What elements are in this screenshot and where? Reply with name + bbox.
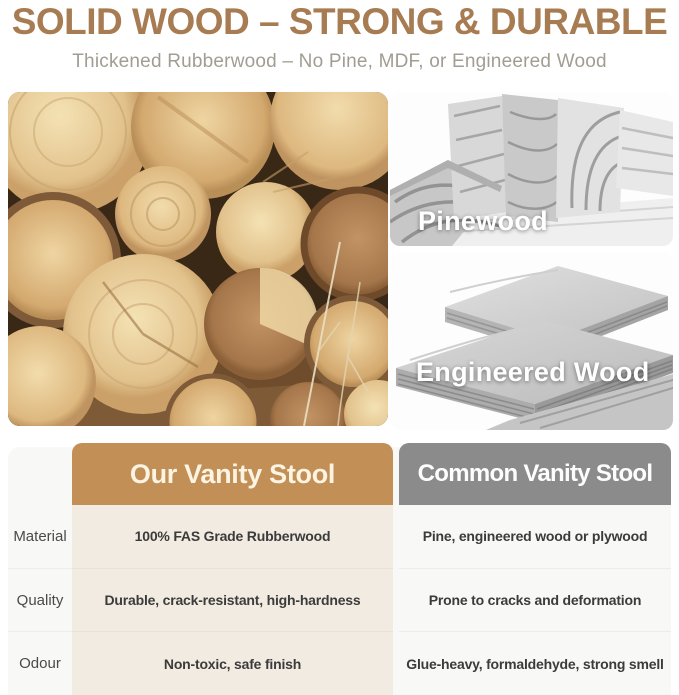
- common-material-cell: Pine, engineered wood or plywood: [422, 528, 648, 545]
- common-odour-cell: Glue-heavy, formaldehyde, strong smell: [399, 631, 671, 695]
- row-label-material: Material: [13, 527, 67, 545]
- our-material-cell: 100% FAS Grade Rubberwood: [134, 528, 331, 545]
- our-column-header: Our Vanity Stool: [72, 443, 393, 505]
- page-subtitle: Thickened Rubberwood – No Pine, MDF, or Engineered Wood: [72, 51, 607, 72]
- common-quality-cell: Prone to cracks and deformation: [399, 568, 671, 632]
- our-quality-cell: Durable, crack-resistant, high-hardness: [72, 568, 393, 632]
- pinewood-label: Pinewood: [418, 206, 548, 236]
- rubberwood-logs-photo: [8, 92, 388, 426]
- engineered-wood-photo: [390, 252, 673, 430]
- our-odour-cell: Non-toxic, safe finish: [72, 631, 393, 695]
- pinewood-photo: [390, 92, 673, 246]
- our-column-body: [72, 505, 393, 695]
- page-title: SOLID WOOD – STRONG & DURABLE: [11, 1, 668, 42]
- engineered-wood-label: Engineered Wood: [416, 357, 650, 387]
- row-label-odour: Odour: [8, 631, 72, 695]
- engineered-wood-illustration: [390, 252, 673, 430]
- common-column-header: Common Vanity Stool: [399, 443, 671, 505]
- row-label-column: [8, 505, 72, 695]
- common-column-body: [399, 505, 671, 695]
- row-label-quality: Quality: [8, 568, 72, 632]
- logs-illustration: [8, 92, 388, 426]
